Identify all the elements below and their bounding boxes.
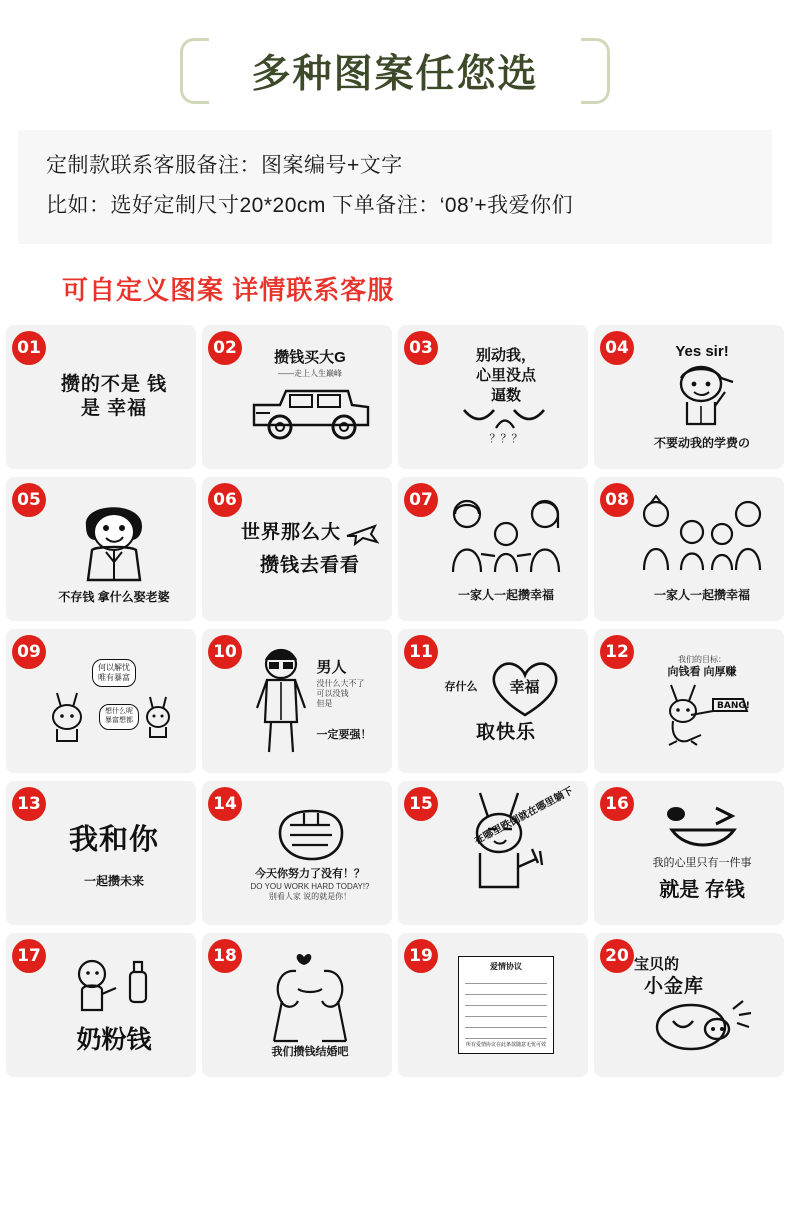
pattern-text-line: 逼数 [490, 387, 521, 405]
pattern-text-line: 攒钱去看看 [259, 554, 360, 576]
salute-boy-icon [667, 362, 737, 430]
rabbit-pair-icon [49, 691, 95, 743]
pattern-caption: 一家人一起攒幸福 [457, 588, 554, 603]
pattern-text-line: 暴富想都 [105, 716, 133, 724]
pattern-text-line: 何以解忧 [98, 662, 130, 672]
pattern-caption: 一家人一起攒幸福 [653, 588, 750, 603]
pattern-number-badge: 04 [600, 331, 634, 365]
pattern-text-line: DO YOU WORK HARD TODAY!? [250, 882, 370, 892]
pattern-number-badge: 08 [600, 483, 634, 517]
pattern-card[interactable] [6, 477, 196, 621]
pattern-text-line: Yes sir! [675, 343, 729, 361]
pattern-number-badge: 16 [600, 787, 634, 821]
left-bracket-decoration [180, 38, 209, 104]
pattern-text-line: 男人 [316, 659, 347, 677]
pattern-text-line: 奶粉钱 [76, 1025, 152, 1054]
pattern-text-line: 是 幸福 [80, 397, 148, 419]
pattern-card[interactable] [202, 933, 392, 1077]
pattern-card[interactable] [6, 629, 196, 773]
pattern-text-line: 别动我， [475, 346, 536, 364]
pattern-card[interactable] [594, 477, 784, 621]
pattern-card[interactable] [202, 325, 392, 469]
notice-line-2: 比如：选好定制尺寸20*20cm 下单备注：‘08’+我爱你们 [46, 193, 574, 217]
pattern-text-line: 世界那么大 [240, 522, 341, 544]
pattern-card[interactable] [6, 781, 196, 925]
pattern-card[interactable] [398, 477, 588, 621]
right-bracket-decoration [581, 38, 610, 104]
pattern-text-line: 但是 [316, 699, 333, 709]
pattern-text-line: 可以没钱 [316, 689, 349, 699]
pattern-card[interactable] [202, 781, 392, 925]
speech-bubble [92, 659, 136, 687]
pattern-number-badge: 11 [404, 635, 438, 669]
pattern-text-line: 我的心里只有一件事 [652, 856, 752, 869]
cool-boy-icon [251, 646, 311, 756]
pattern-text-line: 一定要强！ [316, 728, 372, 741]
pattern-number-badge: 09 [12, 635, 46, 669]
page-root [0, 38, 790, 1207]
pattern-text-line: ——走上人生巅峰 [278, 368, 342, 378]
page-title [180, 38, 610, 104]
baby-icon [68, 954, 160, 1016]
pattern-card[interactable] [6, 933, 196, 1077]
running-rabbit-icon [647, 681, 757, 747]
pattern-text-line: 在哪里跌倒就在哪里躺下 [472, 785, 576, 847]
pattern-number-badge: 03 [404, 331, 438, 365]
fist-icon [268, 803, 352, 865]
notice-box [18, 130, 772, 244]
family-four-icon [634, 494, 770, 582]
pattern-number-badge: 14 [208, 787, 242, 821]
pattern-text-line: 别看人家 说的就是你！ [268, 892, 352, 902]
contract-icon [458, 956, 554, 1055]
pattern-number-badge: 02 [208, 331, 242, 365]
pattern-text-line: 没什么大不了 [316, 678, 365, 688]
family-three-icon [441, 494, 571, 582]
pattern-number-badge: 10 [208, 635, 242, 669]
pattern-number-badge: 20 [600, 939, 634, 973]
angry-face-icon [458, 406, 554, 432]
pattern-text-line: 攒钱买大G [274, 349, 346, 367]
pattern-text-line: 幸福 [509, 678, 540, 696]
pattern-text-line: 今天你努力了没有！？ [255, 867, 365, 880]
suv-car-icon [240, 379, 380, 445]
pattern-caption: 所有爱情协议在此条款随意无忧可效 [465, 1041, 546, 1048]
svg-text:BANG!: BANG! [717, 700, 750, 711]
pattern-number-badge: 12 [600, 635, 634, 669]
pattern-number-badge: 17 [12, 939, 46, 973]
pattern-number-badge: 05 [12, 483, 46, 517]
pattern-card[interactable] [594, 933, 784, 1077]
pattern-text-line: ？？？ [489, 433, 523, 446]
pattern-text-line: 取快乐 [475, 721, 536, 743]
custom-pattern-heading: 可自定义图案 详情联系客服 [62, 274, 395, 305]
speech-bubble [99, 704, 139, 730]
piggy-face-icon [647, 999, 757, 1055]
pattern-text-line: 我们的目标： [678, 654, 726, 664]
pattern-number-badge: 13 [12, 787, 46, 821]
pattern-number-badge: 19 [404, 939, 438, 973]
pattern-card[interactable] [398, 933, 588, 1077]
pattern-number-badge: 01 [12, 331, 46, 365]
pattern-card[interactable] [398, 629, 588, 773]
rabbit-small-icon [143, 695, 179, 739]
pattern-text-line: 爱情协议 [490, 961, 522, 971]
pattern-card[interactable] [202, 629, 392, 773]
pattern-card[interactable] [594, 781, 784, 925]
pattern-card[interactable] [202, 477, 392, 621]
heart-icon [482, 657, 568, 719]
pattern-text-line: 我和你 [68, 823, 159, 856]
pattern-text-line: 就是 存钱 [659, 878, 745, 901]
pattern-text-line: 我们攒钱结婚吧 [271, 1046, 349, 1059]
pattern-card[interactable] [398, 781, 588, 925]
pattern-number-badge: 18 [208, 939, 242, 973]
pattern-number-badge: 07 [404, 483, 438, 517]
pattern-caption: 一起攒未来 [83, 873, 144, 888]
pattern-number-badge: 06 [208, 483, 242, 517]
pattern-card[interactable] [594, 325, 784, 469]
pattern-text-line: 向钱看 向厚赚 [667, 666, 737, 679]
pattern-caption: 不要动我的学费の [653, 436, 750, 451]
cartoon-man-icon [66, 492, 162, 584]
pattern-text-line: 攒的不是 钱 [60, 374, 168, 396]
pattern-text-line: 心里没点 [475, 366, 536, 384]
pattern-grid [6, 325, 784, 1077]
pattern-text-line: 宝贝的 [634, 955, 680, 973]
pattern-caption: 不存钱 拿什么娶老婆 [58, 590, 170, 605]
pattern-text-line: 存什么 [444, 681, 478, 694]
page-title-text: 多种图案任您选 [251, 52, 539, 97]
pattern-text-line: 小金库 [644, 976, 705, 998]
couple-kiss-icon [252, 949, 368, 1045]
pattern-card[interactable] [6, 325, 196, 469]
airplane-icon [345, 520, 379, 546]
notice-line-1: 定制款联系客服备注：图案编号+文字 [46, 154, 403, 177]
pattern-text-line: 唯有暴富 [98, 672, 130, 682]
pattern-card[interactable] [594, 629, 784, 773]
pattern-text-line: 想什么呢 [105, 708, 133, 716]
smiley-face-icon [650, 804, 754, 850]
pattern-number-badge: 15 [404, 787, 438, 821]
pattern-card[interactable] [398, 325, 588, 469]
